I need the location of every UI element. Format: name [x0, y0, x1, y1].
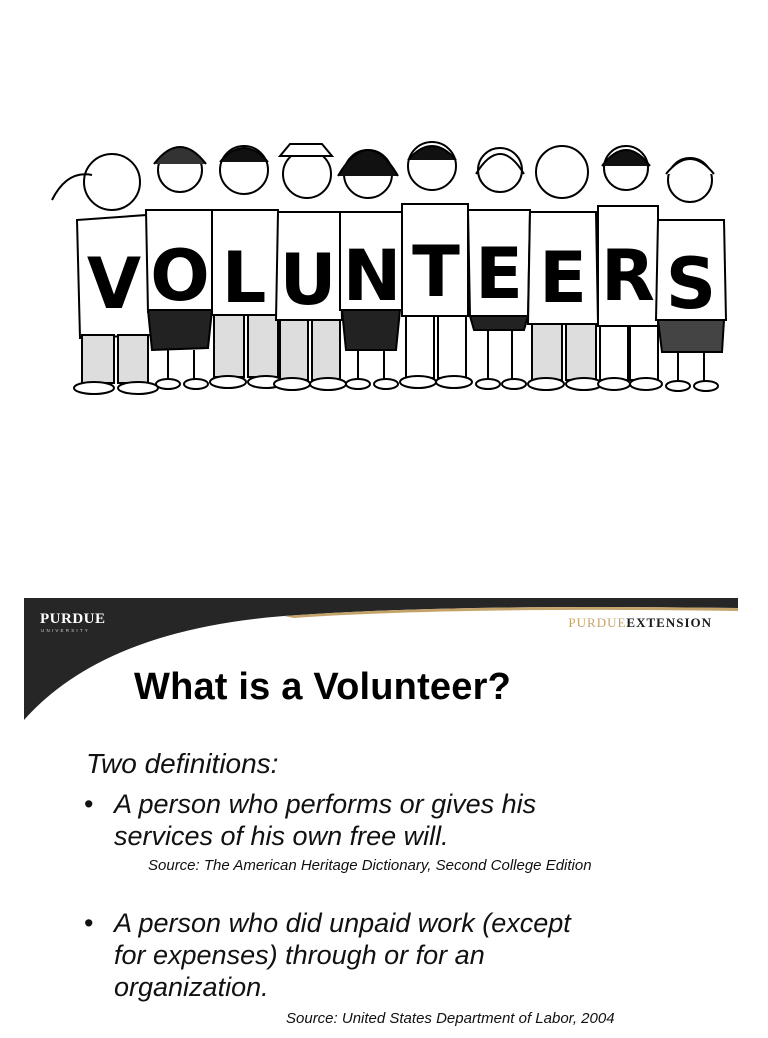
source-citation: Source: The American Heritage Dictionary, Second College Edition — [148, 857, 592, 874]
shirt-letter: R — [601, 235, 655, 317]
shirt-letter: L — [221, 237, 267, 319]
purdue-logo: PURDUE — [40, 611, 106, 627]
intro-text: Two definitions: — [86, 748, 279, 779]
slide-title: What is a Volunteer? — [134, 666, 512, 708]
bullet-dot: • — [84, 789, 94, 819]
logo-right-purdue: PURDUE — [568, 615, 627, 630]
bullet-line: A person who did unpaid work (except — [114, 908, 571, 938]
shirt-letter: E — [475, 233, 523, 315]
bullet-line: services of his own free will. — [114, 821, 449, 851]
shirt-letter: V — [86, 243, 142, 325]
source-citation: Source: United States Department of Labor, 2004 — [286, 1010, 615, 1027]
shirt-letter: E — [539, 237, 587, 319]
shirt-letter: U — [279, 239, 337, 321]
shirt-letter: T — [412, 231, 460, 313]
slide — [24, 598, 738, 1038]
definition-bullet — [84, 788, 674, 852]
volunteers-cartoon — [22, 130, 742, 400]
shirt-letter: S — [665, 243, 717, 325]
shirt-letter: N — [342, 235, 402, 317]
bullet-line: for expenses) through or for an — [114, 940, 485, 970]
logo-right-extension: EXTENSION — [626, 615, 712, 630]
purdue-extension-logo — [568, 615, 712, 631]
bullet-line: organization. — [114, 972, 269, 1002]
definition-bullet — [84, 907, 674, 1003]
volunteers-illustration — [22, 130, 742, 400]
purdue-logo-subtext: UNIVERSITY — [41, 628, 91, 633]
bullet-line: A person who performs or gives his — [114, 789, 537, 819]
bullet-dot: • — [84, 908, 94, 938]
shirt-letter: O — [150, 235, 210, 317]
